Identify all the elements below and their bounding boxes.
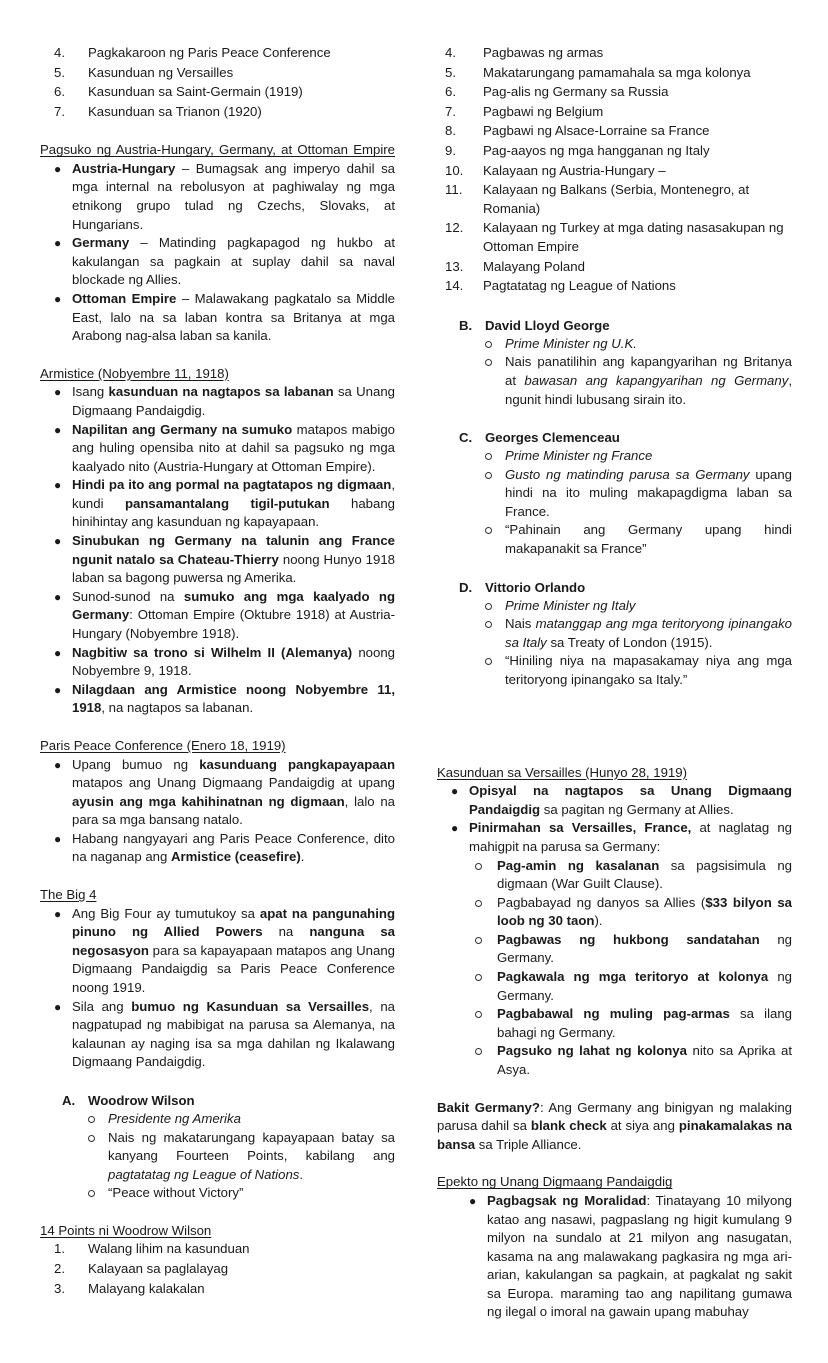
list-marker: 7. <box>445 103 456 119</box>
list-item-text: – Bumagsak ang imperyo dahil sa mga internal na rebolusyon at paghiwalay ng mga etnikong grupo tulad ng Czechs, Slovaks, at Hungarians. <box>72 160 395 232</box>
section-heading-paris-conference: Paris Peace Conference (Enero 18, 1919) <box>40 738 286 753</box>
text-bold: Sinubukan ng Germany na talunin ang France ngunit natalo sa Chateau-Thierry <box>72 533 395 567</box>
text-post: . <box>299 1166 304 1182</box>
list-item <box>437 857 792 894</box>
circle-bullet-icon <box>88 1190 95 1197</box>
text-post: nito sa Aprika at Asya. <box>497 1043 792 1078</box>
text-pre: Isang <box>72 384 109 400</box>
bullet-icon: ● <box>54 645 62 660</box>
bullet-icon: ● <box>469 1193 477 1208</box>
list-item <box>40 644 395 681</box>
list-big-four-leaders-a <box>40 1091 395 1110</box>
bullet-icon: ● <box>54 831 62 846</box>
paragraph-bakit-germany <box>437 1099 792 1155</box>
list-item <box>437 894 792 931</box>
list-item-text: Malayang kalakalan <box>88 1280 205 1296</box>
circle-bullet-icon <box>485 453 492 460</box>
text-mid: matapos ang Unang Digmaang Pandaigdig at upang <box>72 775 395 791</box>
text-bold: Pagbawas ng hukbong sandatahan <box>497 931 760 947</box>
circle-bullet-icon <box>485 658 492 665</box>
list-item <box>40 383 395 420</box>
list-item-text: – Malawakang pagkatalo sa Middle East, lalo na sa laban kontra sa Britanya at mga Arabong nag-alsa laban sa kanila. <box>72 291 395 344</box>
text-bold: sumuko ang mga kaalyado ng Germany <box>72 588 395 623</box>
text-quote: “Hiniling niya na mapasakamay niya ang mga teritoryong ipinangako sa Italy.” <box>505 653 792 688</box>
text-bold: Pagkawala ng mga teritoryo at kolonya <box>497 969 769 985</box>
text-pre: Nais ng makatarungang kapayapaan batay sa kanyang Fourteen Points, kabilang ang <box>108 1129 395 1164</box>
right-column <box>437 44 792 1322</box>
list-item-text: Kasunduan ng Versailles <box>88 64 234 80</box>
text-bold: apat na pangunahing pinuno ng Allied Powers <box>72 905 395 940</box>
bullet-icon: ● <box>54 999 62 1014</box>
list-points-continued <box>40 44 395 121</box>
list-item-text: Kasunduan sa Trianon (1920) <box>88 103 262 119</box>
text-bold-2: pinakamalakas na bansa <box>437 1118 792 1152</box>
bullet-icon: ● <box>54 236 62 251</box>
circle-bullet-icon <box>475 900 482 907</box>
text-bold: Hindi pa ito ang pormal na pagtatapos ng digmaan <box>72 477 392 493</box>
spacer <box>40 718 395 737</box>
bullet-icon: ● <box>54 422 62 437</box>
text-post: ). <box>594 913 603 929</box>
leader-heading-lloyd-george <box>437 316 792 335</box>
list-item-text: Pagbawas ng armas <box>483 45 604 60</box>
leader-heading-clemenceau <box>437 428 792 447</box>
list-clemenceau-details <box>437 447 792 559</box>
text-bold: Pinirmahan sa Versailles, France, <box>469 820 692 836</box>
list-big-four-leaders-c <box>437 428 792 447</box>
text-italic: Prime Minister ng Italy <box>505 597 636 613</box>
list-epekto <box>437 1192 792 1322</box>
text-post: noong Nobyembre 9, 1918. <box>72 644 395 679</box>
section-heading-versailles: Kasunduan sa Versailles (Hunyo 28, 1919) <box>437 764 687 780</box>
list-marker: 3. <box>54 1280 65 1296</box>
text-italic: Prime Minister ng France <box>505 448 653 464</box>
bullet-icon: ● <box>54 161 62 176</box>
circle-bullet-icon <box>475 937 482 944</box>
list-item <box>437 353 792 409</box>
text-italic: Gusto ng matinding parusa sa Germany <box>505 466 750 482</box>
text-post: noong Hunyo 1918 laban sa bagong puwersa ng Amerika. <box>72 551 395 586</box>
bullet-icon: ● <box>54 385 62 400</box>
list-marker: 6. <box>54 84 65 100</box>
text-bold: kasunduan na nagtapos sa labanan <box>108 384 334 400</box>
list-item-text: Pagkakaroon ng Paris Peace Conference <box>88 45 331 60</box>
list-marker: 5. <box>445 64 456 80</box>
list-item <box>40 290 395 346</box>
text-mid: na <box>262 924 310 940</box>
list-item-text: Walang lihim na kasunduan <box>88 1241 250 1257</box>
text-bold: Napilitan ang Germany na sumuko <box>72 421 293 437</box>
text-italic: pagtatatag ng League of Nations <box>108 1166 300 1182</box>
list-item <box>437 1042 792 1079</box>
list-item-text: Kalayaan ng Austria-Hungary – <box>483 162 666 178</box>
list-item <box>437 335 792 354</box>
bullet-icon: ● <box>54 906 62 921</box>
list-item <box>437 447 792 466</box>
list-item <box>437 615 792 652</box>
circle-bullet-icon <box>475 974 482 981</box>
list-marker: 9. <box>445 142 456 158</box>
list-big-four <box>40 905 395 1072</box>
text-pre: Upang bumuo ng <box>72 756 200 772</box>
leader-name: Woodrow Wilson <box>88 1092 195 1108</box>
list-item-text: Pag-aayos ng mga hangganan ng Italy <box>483 142 710 158</box>
list-marker: 4. <box>445 45 456 60</box>
list-item <box>40 1129 395 1185</box>
list-item-text: – Matinding pagkapagod ng hukbo at kakulangan sa pagkain at suplay dahil sa naval blockade ng Allies. <box>72 235 395 288</box>
leader-marker: D. <box>459 579 473 595</box>
text-p1: : Ang Germany ang binigyan ng malaking parusa dahil sa <box>437 1099 792 1134</box>
text-post: , na nagpatupad ng mabibigat na parusa sa Alemanya, na kalaunan ay naging isa sa mga dahilan ng Ikalawang Digmaang Pandaigdig. <box>72 998 395 1070</box>
list-fourteen-points-left <box>40 1240 395 1298</box>
list-item <box>40 421 395 477</box>
list-item <box>437 652 792 689</box>
text-post: sa Treaty of London (1915). <box>546 634 713 650</box>
list-item <box>437 83 792 102</box>
spacer <box>40 1203 395 1222</box>
list-item <box>437 103 792 122</box>
section-heading-big-four: The Big 4 <box>40 887 97 903</box>
list-marker: 12. <box>445 220 464 236</box>
text-bold-2: pansamantalang tigil-putukan <box>124 495 330 511</box>
text-bold-2: ayusin ang mga kahihinatnan ng digmaan <box>72 793 345 809</box>
spacer <box>437 1154 792 1173</box>
leader-heading-orlando <box>437 578 792 597</box>
spacer <box>437 409 792 428</box>
list-paris-conference <box>40 756 395 868</box>
text-bold: Nagbitiw sa trono si Wilhelm II (Alemanya) <box>72 644 353 660</box>
circle-bullet-icon <box>88 1116 95 1123</box>
list-item <box>437 277 792 296</box>
text-italic: bawasan ang kapangyarihan ng Germany <box>524 372 789 388</box>
list-item <box>40 103 395 122</box>
list-item <box>437 782 792 819</box>
bullet-icon: ● <box>54 478 62 493</box>
list-marker: 11. <box>445 182 463 198</box>
circle-bullet-icon <box>475 1011 482 1018</box>
list-item <box>40 234 395 290</box>
leader-marker: A. <box>62 1092 76 1108</box>
list-big-four-leaders-d <box>437 578 792 597</box>
list-marker: 14. <box>445 278 464 294</box>
bullet-icon: ● <box>54 534 62 549</box>
text-pre: Pagbabayad ng danyos sa Allies ( <box>497 894 706 910</box>
text-italic: Presidente ng Amerika <box>108 1110 241 1126</box>
text-italic: matanggap ang mga teritoryong ipinangako sa Italy <box>505 616 793 650</box>
list-item-text: Pagbawi ng Alsace-Lorraine sa France <box>483 123 710 139</box>
bullet-icon: ● <box>54 292 62 307</box>
text-post: sa pagitan ng Germany at Allies. <box>540 801 734 817</box>
text-post: sa ilang bahagi ng Germany. <box>497 1006 792 1040</box>
list-item <box>437 142 792 161</box>
list-item <box>437 968 792 1005</box>
list-item <box>40 1110 395 1129</box>
list-item <box>40 681 395 718</box>
spacer <box>40 122 395 141</box>
list-item <box>437 64 792 83</box>
list-item-text: Kalayaan ng Turkey at mga dating nasasakupan ng Ottoman Empire <box>483 220 784 254</box>
list-item <box>40 532 395 588</box>
text-bold: Pagsuko ng lahat ng kolonya <box>497 1043 687 1059</box>
list-item-text: Malayang Poland <box>483 258 585 274</box>
list-item <box>40 998 395 1072</box>
list-marker: 1. <box>54 1241 65 1257</box>
spacer <box>40 1072 395 1091</box>
circle-bullet-icon <box>485 527 492 534</box>
list-item <box>437 466 792 522</box>
list-wilson-details <box>40 1110 395 1203</box>
spacer <box>40 346 395 365</box>
text-post: , ngunit hindi lubusang sirain ito. <box>505 372 792 407</box>
circle-bullet-icon <box>485 472 492 479</box>
text-post: ng Germany. <box>497 931 792 966</box>
section-heading-armistice: Armistice (Nobyembre 11, 1918) <box>40 365 229 381</box>
text-bold-1: blank check <box>530 1118 607 1134</box>
list-item <box>437 1005 792 1042</box>
list-item <box>40 1240 395 1259</box>
list-item <box>40 1280 395 1299</box>
list-marker: 2. <box>54 1260 65 1276</box>
text-post: sa Unang Digmaang Pandaigdig. <box>72 384 395 418</box>
list-item-lead: Ottoman Empire <box>72 291 177 307</box>
leader-marker: B. <box>459 317 473 333</box>
list-lloyd-george-details <box>437 335 792 409</box>
list-item <box>40 476 395 532</box>
list-marker: 7. <box>54 103 65 119</box>
text-italic: Prime Minister ng U.K. <box>505 335 637 351</box>
spacer <box>437 1080 792 1099</box>
list-item <box>437 162 792 181</box>
text-quote: “Pahinain ang Germany upang hindi makapanakit sa France” <box>505 522 792 557</box>
bullet-icon: ● <box>54 589 62 604</box>
list-item <box>40 905 395 998</box>
text-pre: Ang Big Four ay tumutukoy sa <box>72 905 260 921</box>
text-bold: Pag-amin ng kasalanan <box>497 857 660 873</box>
list-item <box>40 830 395 867</box>
text-post: , lalo na para sa mga bansang natalo. <box>72 793 395 828</box>
text-quote: “Peace without Victory” <box>108 1185 244 1201</box>
list-item <box>455 1192 792 1322</box>
text-pre: Sunod-sunod na <box>72 588 184 604</box>
list-pagsuko <box>40 160 395 346</box>
text-post: sa pagsisimula ng digmaan (War Guilt Clause). <box>497 857 792 892</box>
list-marker: 8. <box>445 123 456 139</box>
text-post: habang hinihintay ang kasunduan ng kapayapaan. <box>72 495 395 530</box>
list-item <box>40 44 395 63</box>
list-item-text: Kasunduan sa Saint-Germain (1919) <box>88 84 303 100</box>
text-bold: Nilagdaan ang Armistice noong Nobyembre 11, 1918 <box>72 681 395 716</box>
bullet-icon: ● <box>54 757 62 772</box>
text-pre: Nais panatilihin ang kapangyarihan ng Britanya at <box>505 354 792 388</box>
section-heading-epekto: Epekto ng Unang Digmaang Pandaigdig <box>437 1174 673 1190</box>
text-post: , na nagtapos sa labanan. <box>101 700 254 716</box>
list-item-text: Pagbawi ng Belgium <box>483 103 604 119</box>
text-pre: Habang nangyayari ang Paris Peace Conference, dito na naganap ang <box>72 830 395 865</box>
leader-name: Georges Clemenceau <box>485 430 620 446</box>
section-heading-pagsuko: Pagsuko ng Austria-Hungary, Germany, at Ottoman Empire <box>40 142 395 158</box>
list-item-text: Kalayaan ng Balkans (Serbia, Montenegro, at Romania) <box>483 182 750 216</box>
text-bold-2: nanguna sa negosasyon <box>72 924 395 958</box>
list-armistice <box>40 383 395 718</box>
text-post: . <box>300 849 305 865</box>
leader-marker: C. <box>459 430 473 446</box>
bullet-icon: ● <box>451 821 459 836</box>
list-item <box>437 219 792 256</box>
spacer <box>437 559 792 578</box>
list-item <box>437 122 792 141</box>
left-column <box>40 44 395 1322</box>
text-bold: Armistice (ceasefire) <box>171 849 301 865</box>
list-item <box>40 64 395 83</box>
text-bold: Pagbagsak ng Moralidad <box>487 1192 647 1208</box>
list-item <box>40 160 395 234</box>
list-versailles-terms <box>437 857 792 1080</box>
leader-name: Vittorio Orlando <box>485 579 586 595</box>
spacer-large <box>437 690 792 764</box>
text-lead: Bakit Germany? <box>437 1099 540 1115</box>
text-p2: at siya ang <box>606 1118 679 1134</box>
list-versailles <box>437 782 792 856</box>
circle-bullet-icon <box>475 1048 482 1055</box>
bullet-icon: ● <box>451 784 459 799</box>
text-post: at naglatag ng mahigpit na parusa sa Germany: <box>469 820 792 854</box>
list-item-lead: Austria-Hungary <box>72 160 176 176</box>
list-orlando-details <box>437 597 792 690</box>
text-post: ng Germany. <box>497 969 792 1003</box>
list-item <box>437 819 792 856</box>
list-marker: 13. <box>445 258 464 274</box>
text-mid: , kundi <box>72 477 395 511</box>
list-fourteen-points-right <box>437 44 792 296</box>
list-item <box>40 588 395 644</box>
list-item <box>40 83 395 102</box>
list-item <box>437 597 792 616</box>
list-item <box>437 181 792 218</box>
text-post: : Ottoman Empire (Oktubre 1918) at Austria-Hungary (Nobyembre 1918). <box>72 607 395 642</box>
text-post: upang hindi na ito muling makapagdigma laban sa France. <box>505 466 792 519</box>
text-bold: Pagbabawal ng muling pag-armas <box>497 1006 730 1022</box>
bullet-icon: ● <box>54 682 62 697</box>
text-pre: Sila ang <box>72 998 132 1014</box>
list-item-lead: Germany <box>72 235 130 251</box>
list-big-four-leaders-b <box>437 316 792 335</box>
text-bold: $33 bilyon sa loob ng 30 taon <box>497 894 793 929</box>
text-pre: Nais <box>505 616 536 632</box>
list-item <box>40 756 395 830</box>
leader-heading-wilson <box>40 1091 395 1110</box>
circle-bullet-icon <box>485 621 492 628</box>
text-post: matapos mabigo ang huling opensiba nito at dahil sa pagsuko ng mga kaalyado nito (Austria-Hungary at Ottoman Empire). <box>72 421 395 474</box>
circle-bullet-icon <box>475 863 482 870</box>
text-bold: bumuo ng Kasunduan sa Versailles <box>131 998 370 1014</box>
list-item-text: Pag-alis ng Germany sa Russia <box>483 84 669 100</box>
list-item <box>40 1184 395 1203</box>
leader-name: David Lloyd George <box>485 317 610 333</box>
list-marker: 6. <box>445 84 456 100</box>
spacer <box>40 867 395 886</box>
list-item <box>437 258 792 277</box>
circle-bullet-icon <box>485 359 492 366</box>
text-post: : Tinatayang 10 milyong katao ang nasawi, pagpaslang ng higit kumulang 9 milyon na sundalo at 21 milyon ang nasugatan, kasama na ang malawakang pagkasira ng mga ari-arian, kakulangan sa pagkain, at pagkalat ng sakit sa Europa. maraming tao ang napilitang gumawa ng ilegal o imoral na gawain upang mabuhay <box>487 1192 792 1320</box>
text-p3: sa Triple Alliance. <box>475 1136 582 1152</box>
list-item <box>437 931 792 968</box>
list-marker: 4. <box>54 45 65 60</box>
list-marker: 5. <box>54 64 65 80</box>
spacer <box>437 297 792 316</box>
circle-bullet-icon <box>485 341 492 348</box>
list-item <box>437 521 792 558</box>
list-item-text: Makatarungang pamamahala sa mga kolonya <box>483 64 751 80</box>
text-post: para sa kapayapaan matapos ang Unang Digmaang Pandaigdig sa Paris Peace Conference noong 1919. <box>72 942 395 995</box>
list-item <box>40 1260 395 1279</box>
circle-bullet-icon <box>88 1135 95 1142</box>
text-bold: Opisyal na nagtapos sa Unang Digmaang Pandaigdig <box>469 783 792 817</box>
circle-bullet-icon <box>485 603 492 610</box>
list-item <box>437 44 792 63</box>
list-item-text: Kalayaan sa paglalayag <box>88 1260 229 1276</box>
list-marker: 10. <box>445 162 464 178</box>
section-heading-fourteen-points: 14 Points ni Woodrow Wilson <box>40 1222 212 1238</box>
list-item-text: Pagtatatag ng League of Nations <box>483 278 676 294</box>
text-bold: kasunduang pangkapayapaan <box>199 756 395 772</box>
